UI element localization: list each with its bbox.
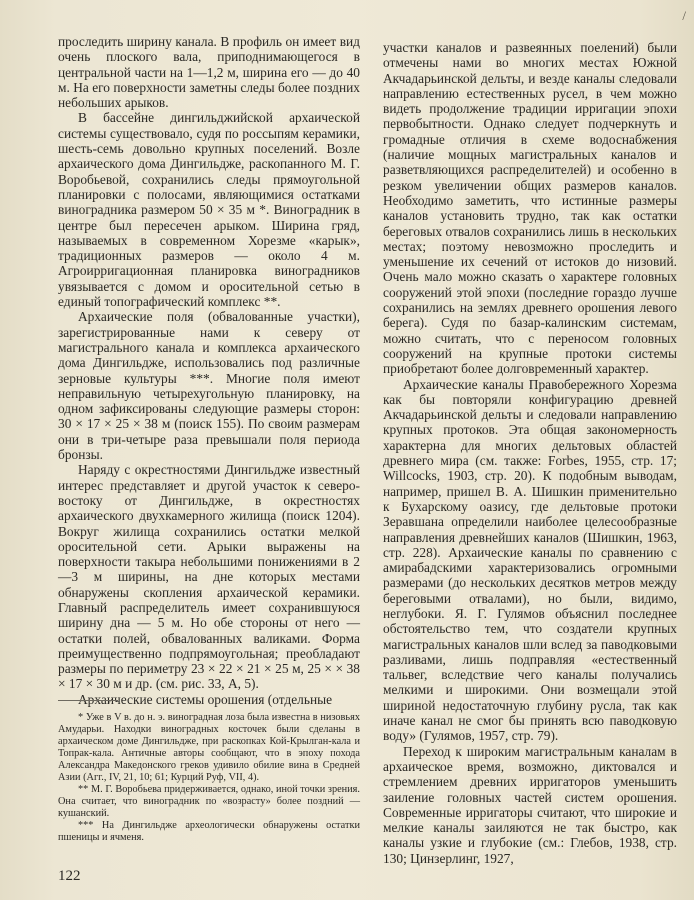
- right-column-paragraph: участки каналов и развеянных поелений) были отмечены нами во многих местах Южной Акчадарьинской дельты, и везде каналы следовали направлению естественных русел, в чем можно видеть продолжение традиции ирригации эпохи первобытности. Однако следует подчеркнуть и громадные отличия в схеме водоснабжения (наличие мощных магистральных каналов и разветвляющихся распределителей) и особенно в резком увеличении общих размеров каналов. Необходимо заметить, что истинные размеры каналов установить трудно, так как остатки береговых отвалов сохранились лишь в нескольких местах; поэтому невозможно проследить и уменьшение их сечений от истоков до низовий. Очень мало можно сказать о характере головных сооружений этой эпохи (последние гораздо лучше сохранились на землях древнего орошения левого берега). Судя по базар-калинским системам, можно считать, что с переносом головных сооружений на крупные протоки системы приобретают более долговременный характер.: [383, 40, 677, 377]
- left-column-paragraph: Архаические системы орошения (отдельные: [78, 691, 333, 707]
- page-number: 122: [58, 868, 81, 884]
- footnote: *** На Дингильдже археологически обнаружены остатки пшеницы и ячменя.: [58, 820, 360, 843]
- left-column-paragraph: проследить ширину канала. В профиль он имеет вид очень плоского вала, приподнимающегося в центральной части на 1—1,2 м, ширина его — до 40 м. На его поверхности заметны следы более поздних небольших арыков.: [58, 34, 360, 111]
- footnote: * Уже в V в. до н. э. виноградная лоза была известна в низовьях Амударьи. Находки виноградных косточек были сделаны в архаическом доме Дингильдже, при раскопках Кой-Крылган-кала и Топрак-кала. Античные авторы сообщают, что в эпоху похода Александра Македонского греков удивило обилие вина в Средней Азии (Агг., IV, 21, 10; 61; Курций Руф, VII, 4).: [58, 712, 360, 783]
- left-column: [58, 34, 360, 707]
- right-column-paragraph: Архаические каналы Правобережного Хорезма как бы повторяли конфигурацию древней Акчадарьинской дельты и следовали направлению крупных протоков. Эта общая закономерность характерна для многих дельтовых областей древнего мира (см. также: Forbes, 1955, стр. 17; Willcocks, 1903, стр. 20). К подобным выводам, например, пришел В. А. Шишкин применительно к Бухарскому оазису, где дельтовые протоки Зеравшана определили наиболее целесообразные направления древнейших каналов (Шишкин, 1963, стр. 228). Архаические каналы по сравнению с амирабадскими характеризовались огромными размерами (до нескольких десятков метров между береговыми отвалами), но были, видимо, неглубоки. Я. Г. Гулямов объяснил последнее обстоятельство тем, что создатели крупных магистральных каналов шли вслед за паводковыми разливами, лишь подправляя «естественный тальвег, вследствие чего каналы получались мелкими и широкими. Они возмещали этой шириной недостаточную глубину русла, так как иначе канал не смог бы принять всю паводковую воду» (Гулямов, 1957, стр. 79).: [383, 376, 677, 744]
- footnote-rule: [58, 700, 118, 701]
- right-column: [383, 40, 677, 866]
- right-column-paragraph: Переход к широким магистральным каналам в архаическое время, возможно, диктовался и стремлением древних ирригаторов уменьшить заиление головных частей систем орошения. Современные ирригаторы считают, что широкие и мелкие каналы заиляются не так быстро, как каналы узкие и глубокие (см.: Глебов, 1938, стр. 130; Цинзерлинг, 1927,: [383, 743, 677, 866]
- footnotes: [58, 712, 360, 844]
- footnote: ** М. Г. Воробьева придерживается, однако, иной точки зрения. Она считает, что виноградник по «возрасту» более поздний — кушанский.: [58, 784, 360, 819]
- corner-mark: /: [682, 8, 686, 23]
- left-column-paragraph: Архаические поля (обвалованные участки), зарегистрированные нами к северу от магистрального канала и комплекса архаического дома Дингильдже, использовались под различные зерновые культуры ***. Многие поля имеют неправильную четырехугольную планировку, на одном зафиксированы следующие размеры сторон: 30 × 17 × 25 × 38 м (поиск 155). По своим размерам они в три-четыре раза превышали поля периода бронзы.: [58, 309, 360, 463]
- left-column-paragraph: В бассейне дингильджийской архаической системы существовало, судя по россыпям керамики, шесть-семь довольно крупных поселений. Возле архаического дома Дингильдже, раскопанного М. Г. Воробьевой, сохранились следы прямоугольной планировки с полосами, являющимися остатками виноградника размером 50 × 35 м *. Виноградник в центре был пересечен арыком. Ширина гряд, называемых в современном Хорезме «карык», традиционных размеров — около 4 м. Агроирригационная планировка виноградников увязывается с домом и оросительной сетью в единый топографический комплекс **.: [58, 110, 360, 310]
- left-column-paragraph: Наряду с окрестностями Дингильдже известный интерес представляет и другой участок к северо-востоку от Дингильдже, в окрестностях архаического двухкамерного жилища (поиск 1204). Вокруг жилища сохранились остатки мелкой оросительной сети. Арыки выражены на поверхности такыра небольшими понижениями в 2—3 м ширины, на дне которых местами обнаружены скопления архаической керамики. Главный распределитель имеет сохранившуюся ширину дна — 5 м. Но обе стороны от него — остатки полей, обвалованных валиками. Форма преимущественно подпрямоугольная; преобладают размеры по периметру 23 × 22 × 21 × 25 м, 25 × × 38 × 17 × 30 м и др. (см. рис. 33, А, 5).: [58, 462, 360, 692]
